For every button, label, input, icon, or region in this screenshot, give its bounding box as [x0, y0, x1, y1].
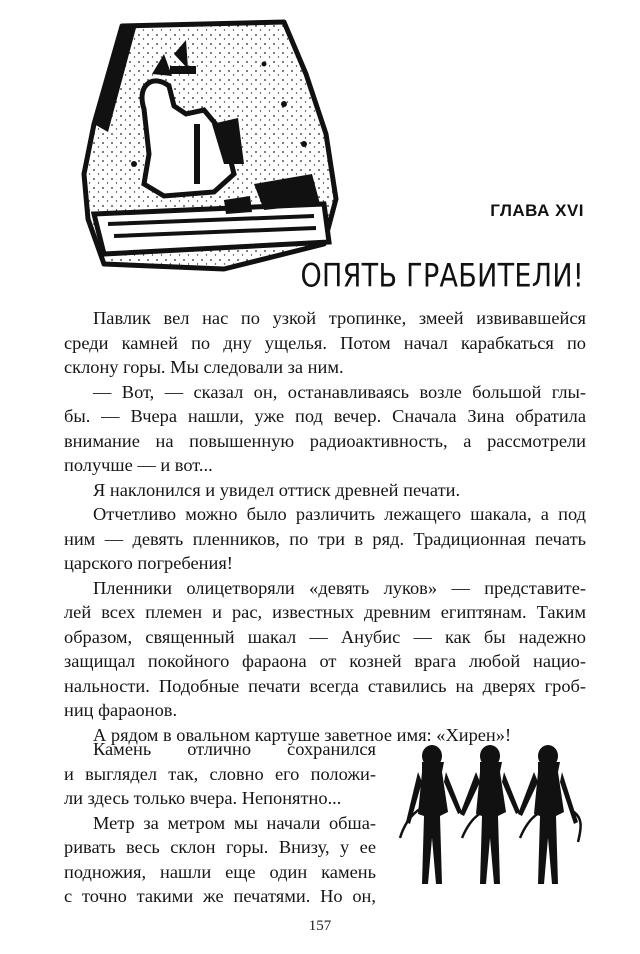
page-number: 157: [308, 918, 332, 934]
text-line: получше — и вот...: [64, 455, 213, 475]
wrapped-text: [64, 737, 376, 909]
text-line: с точно такими же печатями. Но он,: [64, 886, 376, 906]
text-line: ним — девять пленников, по три в ряд. Традиционная печать: [64, 528, 586, 549]
text-line: среди камней по дну ущелья. Потом начал карабкаться по: [64, 332, 586, 353]
text-line: лей всех племен и рас, известных древним египтянам. Таким: [64, 602, 586, 622]
text-line: — Вот, — сказал он, останавливаясь возле большой глы-: [93, 381, 586, 402]
text-line: Метр за метром мы начали обша-: [93, 812, 376, 833]
text-line: нальности. Подобные печати всегда ставились на дверях гроб-: [64, 675, 586, 696]
text-line: внимание на повышенную радиоактивность, а рассмотрели: [64, 430, 586, 451]
text-line: Павлик вел нас по узкой тропинке, змеей извивавшейся: [93, 308, 586, 328]
text-line: подножия, нашли еще один камень: [64, 861, 376, 882]
text-line: и выглядел так, словно его положи-: [64, 763, 376, 784]
text-line: А рядом в овальном картуше заветное имя: «Хирен»!: [93, 724, 512, 745]
text-line: Я наклонился и увидел оттиск древней печати.: [93, 479, 461, 500]
text-line: царского погребения!: [64, 553, 233, 573]
chapter-label: ГЛАВА XVI: [490, 201, 584, 220]
text-line: бы. — Вчера нашли, уже под вечер. Сначала Зина обратила: [64, 406, 586, 426]
text-line: защищал покойного фараона от козней врага любой нацио-: [64, 651, 586, 671]
text-line: Отчетливо можно было различить лежащего шакала, а под: [93, 504, 586, 524]
chapter-title: ОПЯТЬ ГРАБИТЕЛИ!: [300, 258, 584, 295]
text-line: ниц фараонов.: [64, 700, 178, 720]
text-line: Пленники олицетворяли «девять луков» — представите-: [93, 577, 586, 598]
anubis-seal-illustration: [74, 14, 346, 276]
text-line: ривать весь склон горы. Внизу, у ее: [64, 837, 376, 857]
body-text: [64, 306, 586, 747]
text-line: образом, священный шакал — Анубис — как бы надежно: [64, 626, 586, 647]
text-line: склону горы. Мы следовали за ним.: [64, 357, 344, 377]
text-line: ли здесь только вчера. Непонятно...: [64, 788, 342, 808]
three-captives-illustration: [392, 742, 590, 894]
text-line: Камень отлично сохранился: [93, 739, 376, 759]
